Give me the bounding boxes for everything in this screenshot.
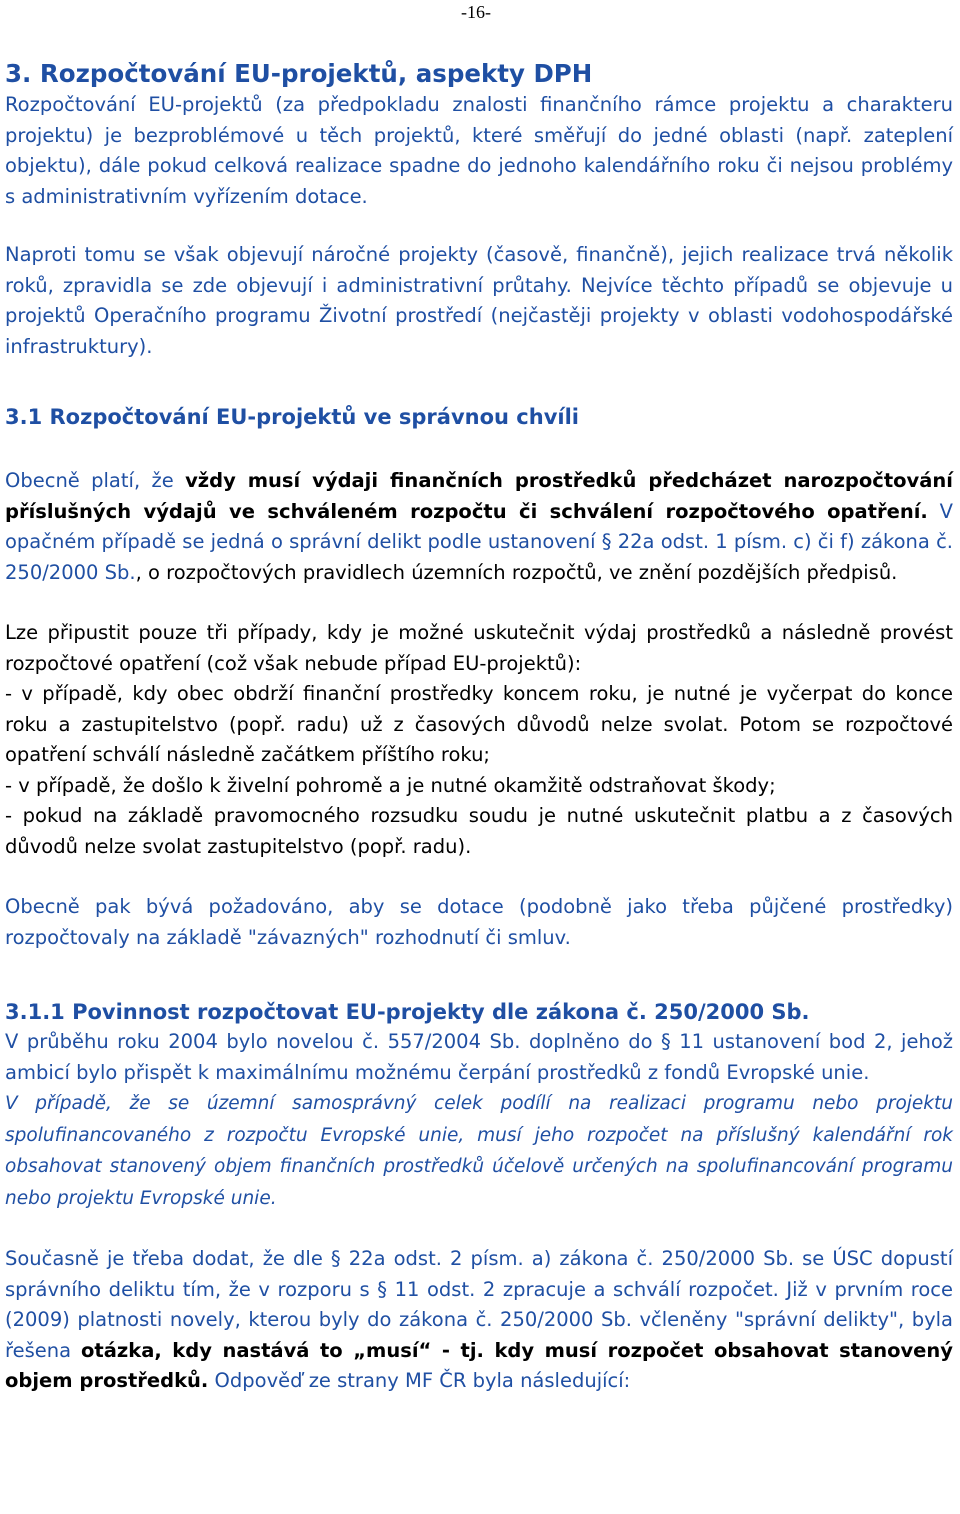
text-run: , o rozpočtových pravidlech územních rozpočtů, ve znění pozdějších předpisů. [135,560,898,584]
subsection-3-1-paragraph-1 [5,466,953,588]
subsection-3-1-paragraph-2 [5,618,953,862]
intro-paragraph-1: Rozpočtování EU-projektů (za předpokladu znalosti finančního rámce projektu a charakteru projektu) je bezproblémové u těch projektů, které směřují do jedné oblasti (např. zateplení objektu), dále pokud celková realizace spadne do jednoho kalendářního roku či nejsou problémy s administrativním vyřízením dotace. [5,93,953,208]
text-run: Lze připustit pouze tři případy, kdy je možné uskutečnit výdaj prostředků a následně provést rozpočtové opatření (což však nebude případ EU-projektů): [5,621,953,675]
list-item: - v případě, kdy obec obdrží finanční prostředky koncem roku, je nutné je vyčerpat do konce roku a zastupitelstvo (popř. radu) už z časových důvodů nelze svolat. Potom se rozpočtové opatření schválí následně začátkem příštího roku; [5,682,953,766]
section-heading: 3. Rozpočtování EU-projektů, aspekty DPH [5,59,593,88]
subsection-3-1-1-paragraph-1 [5,1027,953,1214]
subsection-heading-3-1: 3.1 Rozpočtování EU-projektů ve správnou chvíli [5,405,579,429]
text-run: Obecně platí, že [5,469,186,492]
text-run: Odpověď ze strany MF ČR byla následující: [208,1369,631,1392]
bold-text-run: otázka, kdy nastává to „musí“ - tj. kdy musí rozpočet obsahovat stanovený objem prostředků. [5,1338,953,1392]
intro-paragraph-2: Naproti tomu se však objevují náročné projekty (časově, finančně), jejich realizace trvá několik roků, zpravidla se zde objevují i administrativní průtahy. Nejvíce těchto případů se objevuje u projektů Operačního programu Životní prostředí (nejčastěji projekty v oblasti vodohospodářské infrastruktury). [5,243,953,358]
subsection-heading-3-1-1: 3.1.1 Povinnost rozpočtovat EU-projekty dle zákona č. 250/2000 Sb. [5,1000,810,1024]
bold-text-run: vždy musí výdaji finančních prostředků předcházet narozpočtování příslušných výdajů ve schváleném rozpočtu či schválení rozpočtového opatření. [5,469,953,523]
text-run: V průběhu roku 2004 bylo novelou č. 557/2004 Sb. doplněno do § 11 ustanovení bod 2, jehož ambicí bylo přispět k maximálnímu možnému čerpání prostředků z fondů Evropské unie. [5,1030,953,1084]
text-run: V opačném případě se jedná o správní delikt podle ustanovení § 22a odst. 1 písm. c) či f) zákona č. 250/2000 Sb. [5,499,953,584]
text-run: Současně je třeba dodat, že dle § 22a odst. 2 písm. a) zákona č. 250/2000 Sb. se ÚSC dopustí správního deliktu tím, že v rozporu s § 11 odst. 2 zpracuje a schválí rozpočet. Již v prvním roce (2009) platnosti novely, kterou byly do zákona č. 250/2000 Sb. včleněny "správní delikty", byla řešena [5,1247,953,1362]
subsection-3-1-paragraph-3: Obecně pak bývá požadováno, aby se dotace (podobně jako třeba půjčené prostředky) rozpočtovaly na základě "závazných" rozhodnutí či smluv. [5,895,953,949]
page-number: -16- [461,2,491,22]
document-body [5,58,953,1397]
subsection-3-1-1-paragraph-2 [5,1244,953,1397]
list-item: - v případě, že došlo k živelní pohromě a je nutné okamžitě odstraňovat škody; [5,773,776,797]
list-item: - pokud na základě pravomocného rozsudku soudu je nutné uskutečnit platbu a z časových důvodů nelze svolat zastupitelstvo (popř. radu). [5,804,953,858]
italic-quote: V případě, že se územní samosprávný celek podílí na realizaci programu nebo projektu spolufinancovaného z rozpočtu Evropské unie, musí jeho rozpočet na příslušný kalendářní rok obsahovat stanovený objem finančních prostředků účelově určených na spolufinancování programu nebo projektu Evropské unie. [5,1093,953,1209]
